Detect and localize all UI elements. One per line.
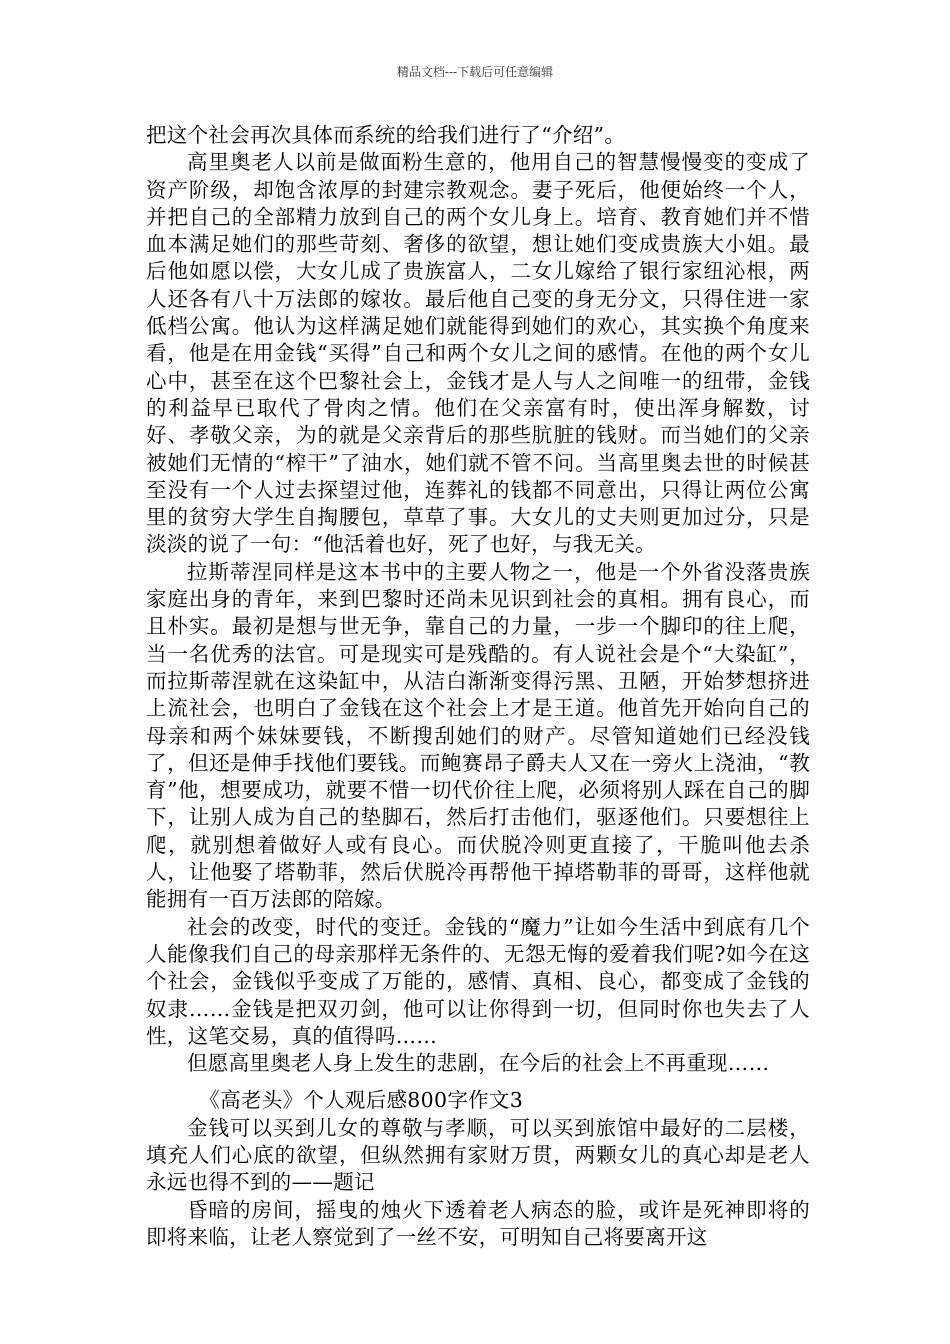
paragraph: 金钱可以买到儿女的尊敬与孝顺，可以买到旅馆中最好的二层楼，填充人们心底的欲望，但纵然拥有家财万贯，两颗女儿的真心却是老人永远也得不到的——题记 — [146, 1115, 810, 1195]
document-body — [146, 122, 810, 1251]
paragraph: 社会的改变，时代的变迁。金钱的“魔力”让如今生活中到底有几个人能像我们自己的母亲那样无条件的、无怨无悔的爱着我们呢?如今在这个社会，金钱似乎变成了万能的，感情、真相、良心，都变成了金钱的奴隶……金钱是把双刃剑，他可以让你得到一切，但同时你也失去了人性，这笔交易，真的值得吗…… — [146, 914, 810, 1048]
page-header: 精品文档---下载后可任意编辑 — [396, 65, 554, 79]
paragraph: 拉斯蒂涅同样是这本书中的主要人物之一，他是一个外省没落贵族家庭出身的青年，来到巴黎时还尚未见识到社会的真相。拥有良心，而且朴实。最初是想与世无争，靠自己的力量，一步一个脚印的往上爬，当一名优秀的法官。可是现实可是残酷的。有人说社会是个“大染缸”，而拉斯蒂涅就在这染缸中，从洁白渐渐变得污黑、丑陋，开始梦想挤进上流社会，也明白了金钱在这个社会上才是王道。他首先开始向自己的母亲和两个妹妹要钱，不断搜刮她们的财产。尽管知道她们已经没钱了，但还是伸手找他们要钱。而鲍赛昂子爵夫人又在一旁火上浇油，“教育”他，想要成功，就要不惜一切代价往上爬，必须将别人踩在自己的脚下，让别人成为自己的垫脚石，然后打击他们，驱逐他们。只要想往上爬，就别想着做好人或有良心。而伏脱冷则更直接了，干脆叫他去杀人，让他娶了塔勒菲，然后伏脱冷再帮他干掉塔勒菲的哥哥，这样他就能拥有一百万法郎的陪嫁。 — [146, 559, 810, 912]
paragraph: 把这个社会再次具体而系统的给我们进行了“介绍”。 — [146, 123, 626, 147]
paragraph: 高里奥老人以前是做面粉生意的，他用自己的智慧慢慢变的变成了资产阶级，却饱含浓厚的封建宗教观念。妻子死后，他便始终一个人，并把自己的全部精力放到自己的两个女儿身上。培育、教育她们并不惜血本满足她们的那些苛刻、奢侈的欲望，想让她们变成贵族大小姐。最后他如愿以偿，大女儿成了贵族富人，二女儿嫁给了银行家纽沁根，两人还各有八十万法郎的嫁妆。最后他自己变的身无分文，只得住进一家低档公寓。他认为这样满足她们就能得到她们的欢心，其实换个角度来看，他是在用金钱“买得”自己和两个女儿之间的感情。在他的两个女儿心中，甚至在这个巴黎社会上，金钱才是人与人之间唯一的纽带，金钱的利益早已取代了骨肉之情。他们在父亲富有时，使出浑身解数，讨好、孝敬父亲，为的就是父亲背后的那些肮脏的钱财。而当她们的父亲被她们无情的“榨干”了油水，她们就不管不问。当高里奥去世的时候甚至没有一个人过去探望过他，连葬礼的钱都不同意出，只得让两位公寓里的贫穷大学生自掏腰包，草草了事。大女儿的丈夫则更加过分，只是淡淡的说了一句：“他活着也好，死了也好，与我无关。 — [146, 150, 810, 557]
section-title: 《高老头》个人观后感800字作文3 — [199, 1088, 524, 1113]
paragraph: 但愿高里奥老人身上发生的悲剧，在今后的社会上不再重现…… — [187, 1051, 770, 1076]
paragraph: 昏暗的房间，摇曳的烛火下透着老人病态的脸，或许是死神即将的即将来临，让老人察觉到了一丝不安，可明知自己将要离开这 — [146, 1197, 810, 1249]
